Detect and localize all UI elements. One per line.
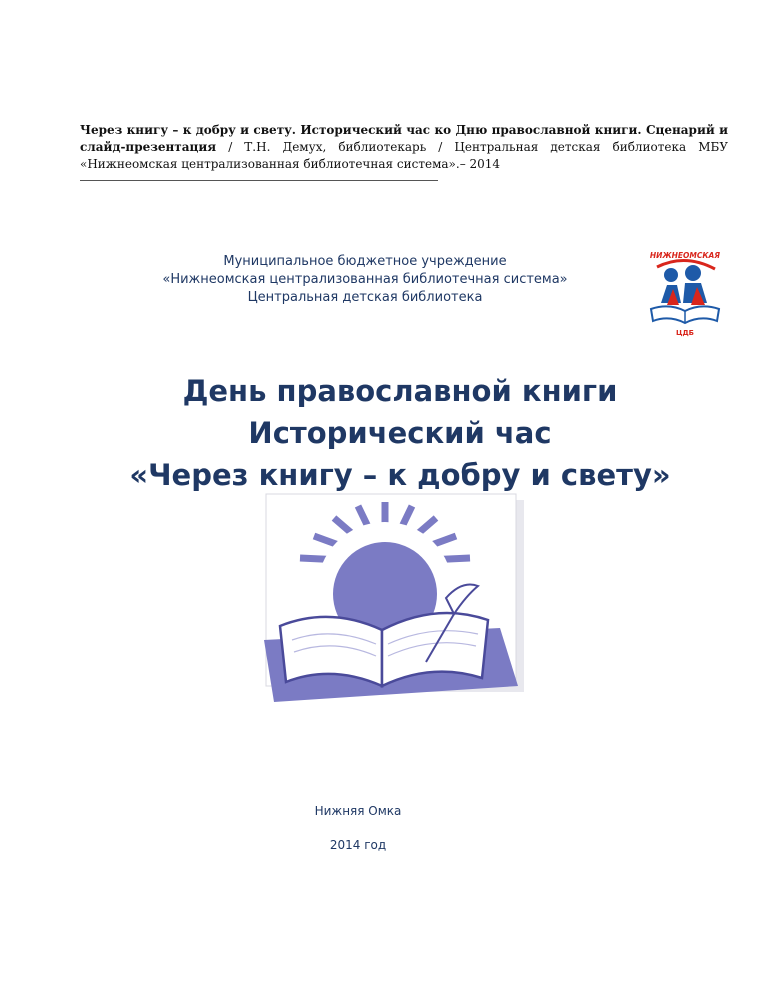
institution-line-2: «Нижнеомская централизованная библиотечная система» xyxy=(162,272,568,287)
logo-bottom-text: ЦДБ xyxy=(675,329,695,337)
open-book-with-sun-icon xyxy=(240,490,530,715)
separator-line xyxy=(80,180,438,181)
publication-year: 2014 год xyxy=(329,838,387,852)
title-line-1: День православной книги xyxy=(182,374,618,408)
citation-text xyxy=(80,122,728,173)
logo-top-text: НИЖНЕОМСКАЯ xyxy=(649,251,721,260)
title-line-2: Исторический час xyxy=(248,416,552,450)
title-line-3: «Через книгу – к добру и свету» xyxy=(129,458,671,492)
institution-line-3: Центральная детская библиотека xyxy=(247,290,483,305)
institution-line-1: Муниципальное бюджетное учреждение xyxy=(223,254,507,269)
institution-header xyxy=(130,253,600,307)
library-logo-icon xyxy=(643,247,727,339)
citation-rest: / Т.Н. Демух, библиотекарь / Центральная детская библиотека МБУ «Нижнеомская централизованная библиотечная система».– 2014 xyxy=(80,140,728,171)
citation-bold: Через книгу – к добру и свету. Исторический час ко Дню православной книги. Сценарий и слайд-презентация xyxy=(80,123,728,154)
document-title xyxy=(60,370,740,496)
publication-place: Нижняя Омка xyxy=(314,804,402,818)
